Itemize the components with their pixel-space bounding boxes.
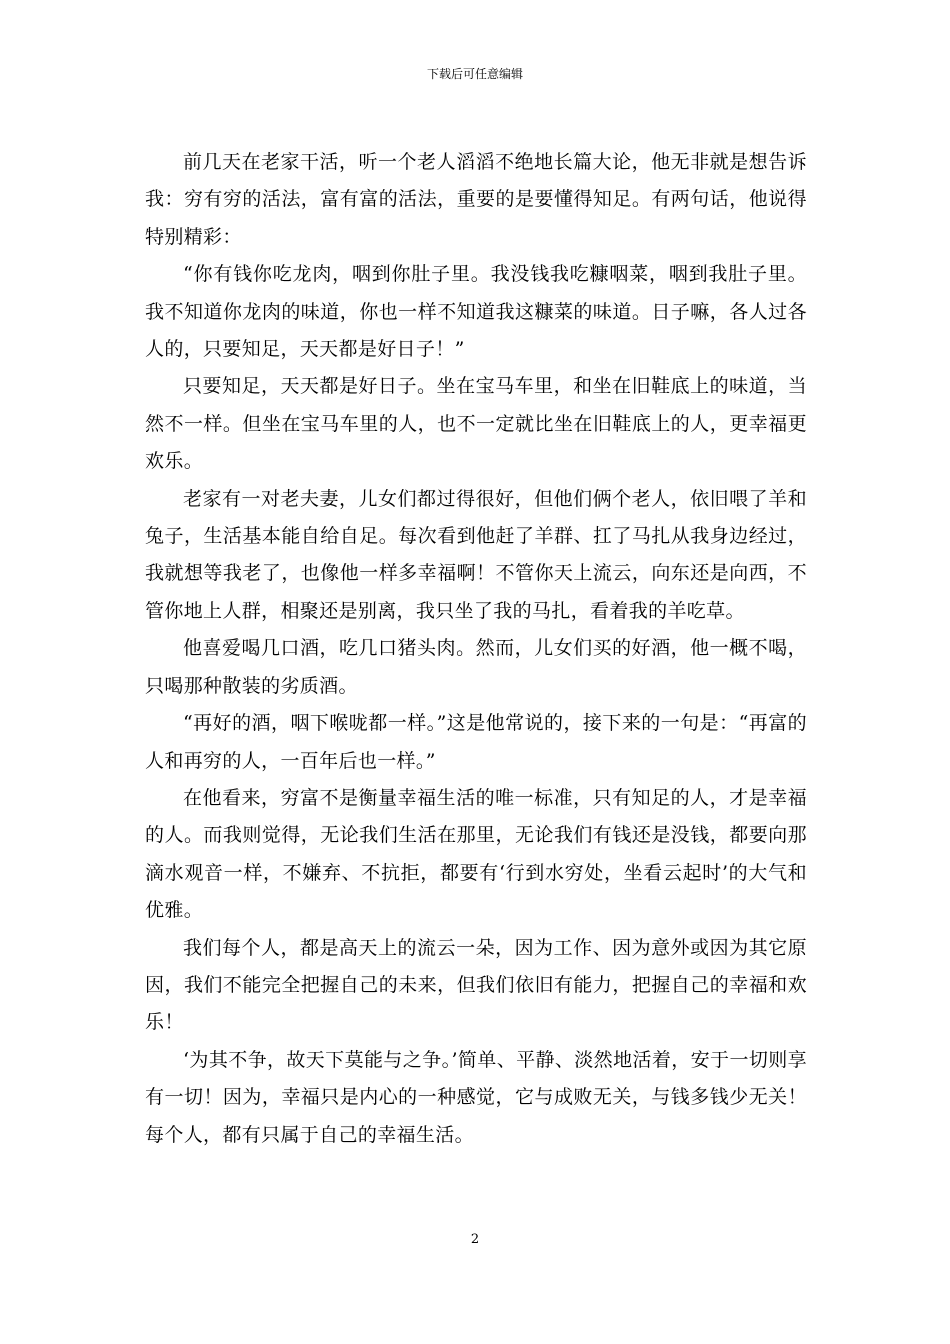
paragraph-1: 前几天在老家干活，听一个老人滔滔不绝地长篇大论，他无非就是想告诉我：穷有穷的活法，富有富的活法，重要的是要懂得知足。有两句话，他说得特别精彩： [145,151,807,248]
paragraph-7: 在他看来，穷富不是衡量幸福生活的唯一标准，只有知足的人，才是幸福的人。而我则觉得，无论我们生活在那里，无论我们有钱还是没钱，都要向那滴水观音一样，不嫌弃、不抗拒，都要有‘行到水穷处，坐看云起时’的大气和优雅。 [145,786,807,922]
paragraph-5: 他喜爱喝几口酒，吃几口猪头肉。然而，儿女们买的好酒，他一概不喝，只喝那种散装的劣质酒。 [145,637,807,697]
page-header: 下载后可任意编辑 [426,67,523,81]
paragraph-3: 只要知足，天天都是好日子。坐在宝马车里，和坐在旧鞋底上的味道，当然不一样。但坐在宝马车里的人，也不一定就比坐在旧鞋底上的人，更幸福更欢乐。 [145,375,807,473]
paragraph-9: ‘为其不争，故天下莫能与之争。’简单、平静、淡然地活着，安于一切则享有一切！因为，幸福只是内心的一种感觉，它与成败无关，与钱多钱少无关！每个人，都有只属于自己的幸福生活。 [145,1048,807,1146]
paragraph-2: “你有钱你吃龙肉，咽到你肚子里。我没钱我吃糠咽菜，咽到我肚子里。我不知道你龙肉的味道，你也一样不知道我这糠菜的味道。日子嘛，各人过各人的，只要知足，天天都是好日子！” [145,263,807,361]
paragraph-6: “再好的酒，咽下喉咙都一样。”这是他常说的，接下来的一句是：“再富的人和再穷的人，一百年后也一样。” [145,712,807,772]
paragraph-4: 老家有一对老夫妻，儿女们都过得很好，但他们俩个老人，依旧喂了羊和兔子，生活基本能自给自足。每次看到他赶了羊群、扛了马扎从我身边经过，我就想等我老了，也像他一样多幸福啊！不管你天上流云，向东还是向西，不管你地上人群，相聚还是别离，我只坐了我的马扎，看着我的羊吃草。 [145,487,807,622]
page-number: 2 [470,1232,480,1247]
paragraph-8: 我们每个人，都是高天上的流云一朵，因为工作、因为意外或因为其它原因，我们不能完全把握自己的未来，但我们依旧有能力，把握自己的幸福和欢乐！ [145,936,807,1034]
article-body [145,144,807,1154]
